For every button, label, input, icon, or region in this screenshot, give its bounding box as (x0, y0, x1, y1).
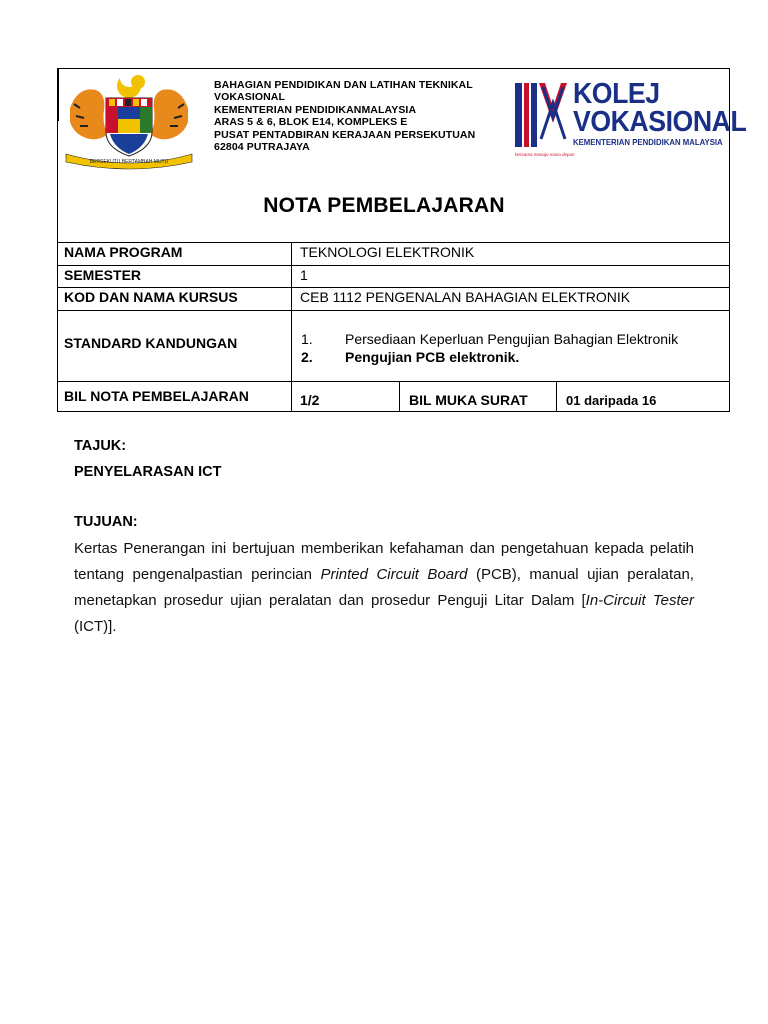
objective-paragraph (74, 536, 694, 640)
logo-tagline: bersama menuju masa depan (515, 152, 575, 157)
semester-value: 1 (300, 267, 308, 283)
standard-item: 2. Pengujian PCB elektronik. (301, 349, 520, 365)
logo-line2: VOKASIONAL (573, 106, 747, 138)
page-count-value: 01 daripada 16 (566, 393, 657, 408)
kv-emblem-icon (513, 79, 571, 151)
text-run: (PCB), manual ujian peralatan, (467, 566, 694, 583)
paragraph-line (74, 536, 694, 562)
logo-line1: KOLEJ (573, 78, 660, 110)
program-value: TEKNOLOGI ELEKTRONIK (300, 244, 475, 260)
semester-label: SEMESTER (64, 267, 142, 283)
paragraph-line (74, 588, 694, 614)
standard-label: STANDARD KANDUNGAN (64, 335, 238, 351)
crest-motto: BERSEKUTU BERTAMBAH MUTU (89, 159, 169, 165)
standard-text: Persediaan Keperluan Pengujian Bahagian Elektronik (345, 331, 679, 347)
paragraph-line (74, 562, 694, 588)
logo-subtitle: KEMENTERIAN PENDIDIKAN MALAYSIA (573, 138, 723, 147)
italic-term: In-Circuit Tester (585, 592, 695, 609)
course-value: CEB 1112 PENGENALAN BAHAGIAN ELEKTRONIK (300, 289, 631, 305)
address-line: BAHAGIAN PENDIDIKAN DAN LATIHAN TEKNIKAL (214, 79, 473, 91)
address-line: ARAS 5 & 6, BLOK E14, KOMPLEKS E (214, 116, 408, 129)
program-label: NAMA PROGRAM (64, 244, 183, 260)
address-line: VOKASIONAL (214, 91, 286, 104)
text-run: tentang pengenalpastian perincian (74, 566, 321, 583)
address-line: PUSAT PENTADBIRAN KERAJAAN PERSEKUTUAN (214, 128, 476, 141)
note-number-value: 1/2 (300, 392, 320, 408)
standard-item: 1. Persediaan Keperluan Pengujian Bahagian Elektronik (301, 331, 679, 347)
address-line: KEMENTERIAN PENDIDIKANMALAYSIA (214, 103, 417, 116)
italic-term: Printed Circuit Board (320, 566, 468, 583)
standard-text: Pengujian PCB elektronik. (345, 349, 520, 365)
issuer-address (214, 79, 514, 153)
topic-heading: TAJUK: (74, 438, 127, 454)
text-run: Kertas Penerangan ini bertujuan memberikan kefahaman dan pengetahuan kepada pelatih (74, 540, 694, 557)
course-label: KOD DAN NAMA KURSUS (64, 289, 238, 305)
coat-of-arms-icon (60, 68, 198, 172)
text-run: menetapkan prosedur ujian peralatan dan prosedur Penguji Litar Dalam [ (74, 592, 586, 609)
topic-value: PENYELARASAN ICT (74, 464, 222, 480)
page-count-label: BIL MUKA SURAT (409, 392, 528, 408)
text-run: (ICT)]. (74, 618, 117, 635)
address-line: 62804 PUTRAJAYA (214, 141, 310, 154)
note-number-label: BIL NOTA PEMBELAJARAN (64, 388, 249, 404)
document-title: NOTA PEMBELAJARAN (263, 194, 505, 217)
paragraph-line (74, 614, 694, 640)
kolej-vokasional-logo (513, 78, 747, 159)
objective-heading: TUJUAN: (74, 514, 138, 530)
standard-list (301, 330, 678, 366)
